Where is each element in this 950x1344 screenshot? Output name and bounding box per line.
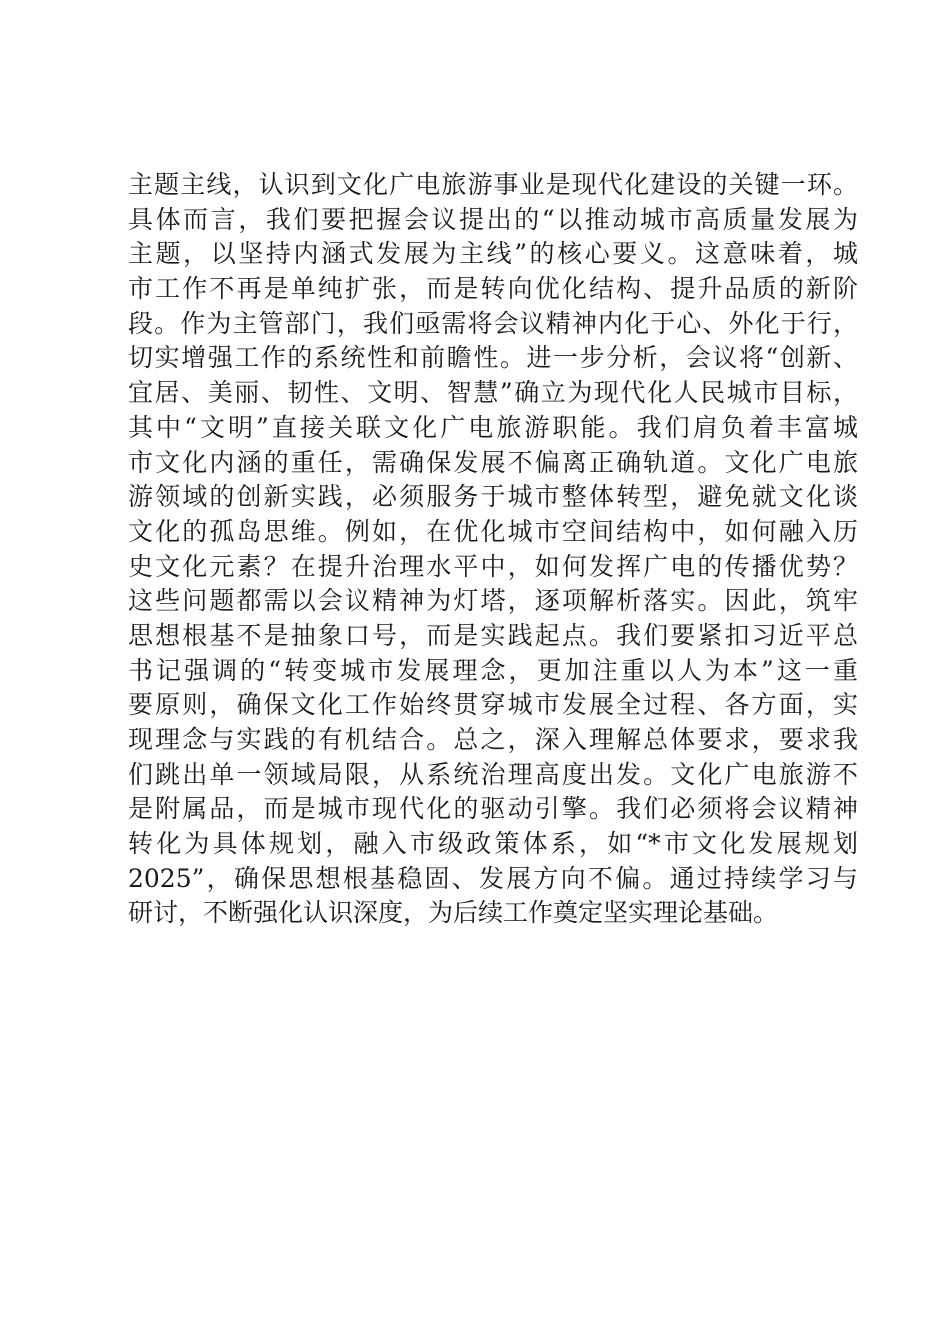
text-line: 们跳出单一领域局限，从系统治理高度出发。文化广电旅游不 (128, 759, 858, 789)
text-line: 现理念与实践的有机结合。总之，深入理解总体要求，要求我 (128, 725, 858, 754)
text-line: 市工作不再是单纯扩张，而是转向优化结构、提升品质的新阶 (128, 274, 858, 304)
text-line: 切实增强工作的系统性和前瞻性。进一步分析，会议将“创新、 (128, 343, 858, 373)
text-line: 其中“文明”直接关联文化广电旅游职能。我们肩负着丰富城 (128, 412, 858, 442)
text-line: 段。作为主管部门，我们亟需将会议精神内化于心、外化于行， (128, 308, 858, 338)
text-line: 具体而言，我们要把握会议提出的“以推动城市高质量发展为 (128, 204, 858, 234)
text-line: 市文化内涵的重任，需确保发展不偏离正确轨道。文化广电旅 (128, 447, 858, 477)
text-line: 2025”，确保思想根基稳固、发展方向不偏。通过持续学习与 (128, 863, 858, 893)
text-line: 宜居、美丽、韧性、文明、智慧”确立为现代化人民城市目标， (128, 378, 858, 408)
body-paragraph (128, 168, 858, 931)
text-line: 游领域的创新实践，必须服务于城市整体转型，避免就文化谈 (128, 482, 858, 512)
text-line: 要原则，确保文化工作始终贯穿城市发展全过程、各方面，实 (128, 690, 858, 720)
text-line: 书记强调的“转变城市发展理念，更加注重以人为本”这一重 (128, 655, 858, 685)
text-line: 这些问题都需以会议精神为灯塔，逐项解析落实。因此，筑牢 (128, 586, 858, 616)
text-line: 文化的孤岛思维。例如，在优化城市空间结构中，如何融入历 (128, 516, 858, 546)
text-line-last: 研讨，不断强化认识深度，为后续工作奠定坚实理论基础。 (128, 898, 779, 928)
text-line: 思想根基不是抽象口号，而是实践起点。我们要紧扣习近平总 (128, 620, 858, 650)
text-line: 主题主线，认识到文化广电旅游事业是现代化建设的关键一环。 (128, 170, 858, 199)
text-line: 是附属品，而是城市现代化的驱动引擎。我们必须将会议精神 (128, 794, 858, 824)
text-line: 史文化元素？在提升治理水平中，如何发挥广电的传播优势？ (128, 551, 858, 581)
text-line: 主题，以坚持内涵式发展为主线”的核心要义。这意味着，城 (128, 239, 858, 269)
text-line: 转化为具体规划，融入市级政策体系，如“*市文化发展规划 (128, 829, 858, 859)
